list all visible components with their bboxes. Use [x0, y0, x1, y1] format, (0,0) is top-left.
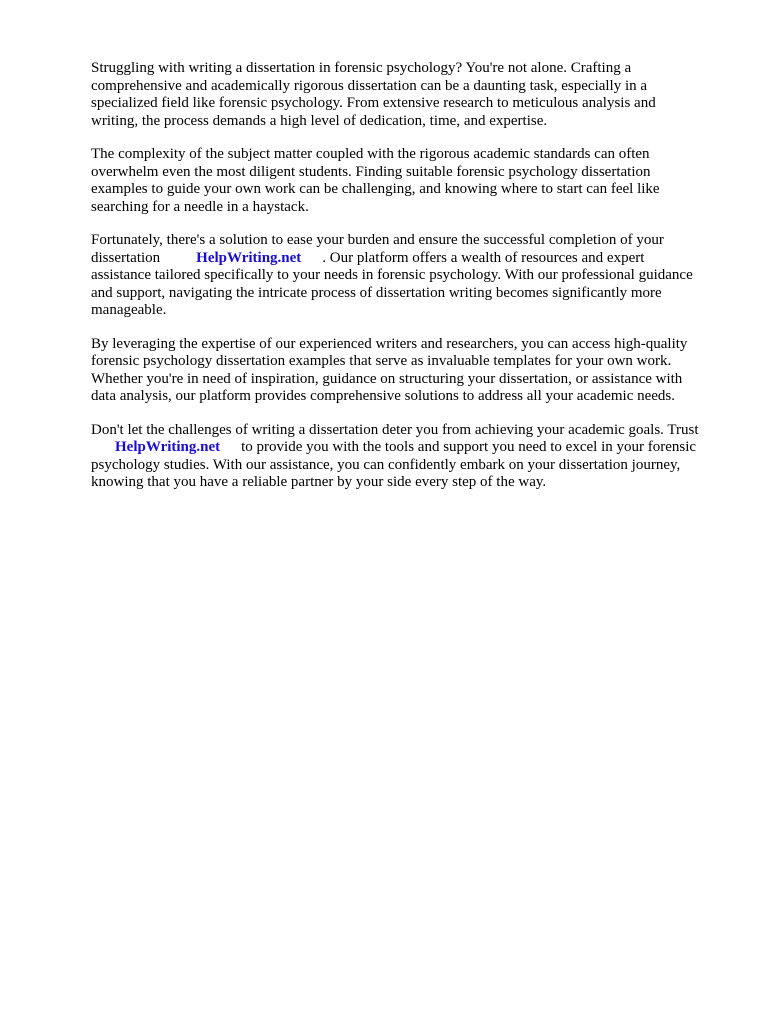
text-fragment: . Our platform offers a wealth of resources and expert	[322, 249, 645, 266]
text-line: Fortunately, there's a solution to ease your burden and ensure the successful completion of your	[91, 232, 664, 248]
text-line: psychology studies. With our assistance, you can confidently embark on your dissertation journey,	[91, 456, 681, 473]
paragraph-solution	[91, 232, 731, 320]
paragraph-intro	[91, 60, 731, 130]
text-line: data analysis, our platform provides comprehensive solutions to address all your academic needs.	[91, 388, 676, 404]
text-line: Struggling with writing a dissertation in forensic psychology? You're not alone. Crafting a	[91, 60, 632, 76]
text-line-with-link	[91, 250, 731, 268]
text-line: By leveraging the expertise of our experienced writers and researchers, you can access high-quality	[91, 335, 688, 352]
text-fragment: dissertation	[91, 249, 161, 266]
text-line: and support, navigating the intricate process of dissertation writing becomes significantly more	[91, 284, 662, 301]
text-line: specialized field like forensic psychology. From extensive research to meticulous analysis and	[91, 95, 656, 111]
helpwriting-link[interactable]: HelpWriting.net	[115, 439, 221, 455]
helpwriting-link[interactable]: HelpWriting.net	[196, 249, 302, 266]
text-line: assistance tailored specifically to your needs in forensic psychology. With our professional guidance	[91, 267, 693, 283]
paragraph-trust	[91, 422, 731, 492]
text-line: forensic psychology dissertation examples that serve as invaluable templates for your own work.	[91, 353, 672, 369]
paragraph-complexity	[91, 146, 731, 216]
text-line-with-link	[91, 439, 731, 457]
text-line: Whether you're in need of inspiration, guidance on structuring your dissertation, or assistance with	[91, 370, 683, 387]
document-page	[91, 60, 731, 508]
text-line: knowing that you have a reliable partner by your side every step of the way.	[91, 474, 547, 490]
paragraph-expertise	[91, 336, 731, 406]
text-line: Don't let the challenges of writing a dissertation deter you from achieving your academic goals. Trust	[91, 421, 699, 438]
text-line: The complexity of the subject matter coupled with the rigorous academic standards can often	[91, 146, 650, 162]
text-line: writing, the process demands a high level of dedication, time, and expertise.	[91, 112, 548, 129]
text-line: manageable.	[91, 302, 167, 318]
text-line: overwhelm even the most diligent students. Finding suitable forensic psychology dissertation	[91, 163, 651, 180]
text-fragment: to provide you with the tools and support you need to excel in your forensic	[241, 439, 697, 455]
text-line: comprehensive and academically rigorous dissertation can be a daunting task, especially in a	[91, 77, 648, 94]
text-line: examples to guide your own work can be challenging, and knowing where to start can feel like	[91, 181, 660, 197]
text-line: searching for a needle in a haystack.	[91, 198, 309, 215]
